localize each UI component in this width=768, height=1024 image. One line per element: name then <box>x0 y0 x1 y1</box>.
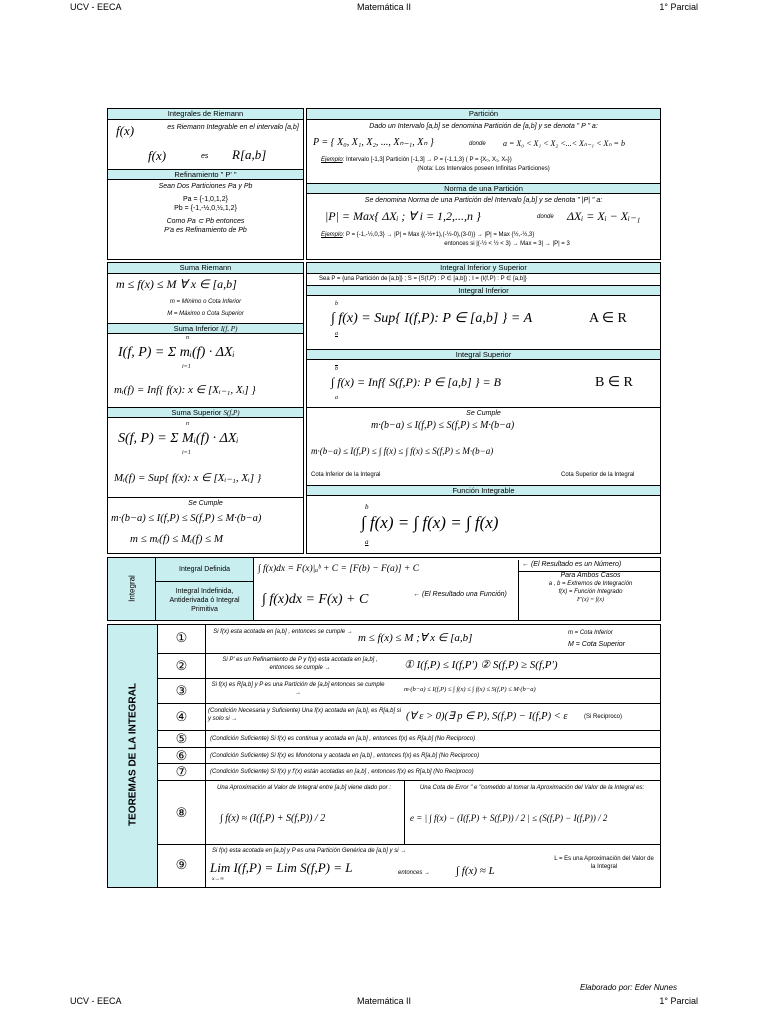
integral-inferior-cond: A ∈ R <box>589 311 627 326</box>
particion-formula: P = { X₀, X₁, X₂, ..., Xₙ₋₁, Xₙ } <box>313 137 434 148</box>
particion-title: Partición <box>307 109 660 120</box>
teorema-8-formula: ∫ f(x) ≈ (I(f,P) + S(f,P)) / 2 <box>220 813 326 824</box>
funcion-integrable-title: Función Integrable <box>307 485 660 496</box>
suma-superior-upper: n <box>186 421 189 427</box>
suma-riemann-l2: M = Máximo o Cota Superior <box>167 311 244 317</box>
teorema-1-note2: M = Cota Superior <box>568 641 625 648</box>
refinamiento-l2: Pa = {-1,0,1,2} <box>183 196 228 203</box>
teorema-1 <box>158 625 660 653</box>
integral-definida-formula: ∫ f(x)dx = F(x)|ₐᵇ + C = [F(b) − F(a)] + C <box>258 564 420 574</box>
riemann-title: Integrales de Riemann <box>108 109 303 120</box>
integral-superior-lb: a <box>335 395 338 401</box>
integral-definida-label: Integral Definida <box>156 558 254 582</box>
suma-inferior-title-bar <box>108 323 303 334</box>
integral-side <box>108 558 156 620</box>
footer-author: Elaborado por: Eder Nunes <box>580 983 677 992</box>
integral-superior-cond: B ∈ R <box>595 375 633 390</box>
teorema-8-num: ⑧ <box>158 781 206 844</box>
teorema-9-entonces: entonces → <box>398 870 431 876</box>
suma-riemann-formula: m ≤ f(x) ≤ M ∀ x ∈ [a,b] <box>116 277 237 291</box>
norma-delta: ΔXᵢ = Xᵢ − Xᵢ₋₁ <box>567 209 641 223</box>
teorema-5-text: (Condición Suficiente) Si f(x) es continua y acotada en [a,b] , entonces f(x) es R[a,b] (No Reciproco) <box>210 736 476 742</box>
teorema-4-formula: (∀ ε > 0)(∃ p ∈ P), S(f,P) − I(f,P) < ε <box>406 711 568 722</box>
funcion-integrable-formula: ∫ f(x) = ∫ f(x) = ∫ f(x) <box>361 513 499 532</box>
integral-ambos-l1: a , b = Extremos de Integración <box>548 581 633 587</box>
suma-inferior-title-m: I(f, P) <box>220 325 238 333</box>
teorema-9-formula2: ∫ f(x) ≈ L <box>456 865 495 877</box>
teorema-1-text: Si f(x) esta acotada en [a,b] , entonces se cumple → <box>213 629 353 635</box>
particion-ejemplo <box>321 156 661 164</box>
suma-inferior-upper: n <box>186 335 189 341</box>
suma-superior-title-bar <box>108 407 303 418</box>
teorema-2-text: Si P' es un Refinamiento de P y f(x) esta acotada en [a,b] , entonces se cumple → <box>222 657 378 671</box>
footer-center: Matemática II <box>356 996 412 1006</box>
riemann-desc: es Riemann Integrable en el intervalo [a,b] <box>167 124 299 131</box>
norma-ej2: entonces si |(-½ < ½ < 3) → Max = 3| → |P| = 3 <box>444 241 570 247</box>
particion-cond: a = X₀ < X₁ < X₂ <...< Xₙ₋₁ < Xₙ = b <box>503 139 625 148</box>
teorema-3-formula: m·(b−a) ≤ I(f,P) ≤ ∫ f(x) ≤ ∫ f(x) ≤ S(f,P) ≤ M·(b−a) <box>404 686 536 693</box>
teorema-8 <box>158 780 660 844</box>
teorema-4-note: (Si Reciproco) <box>584 714 623 720</box>
teorema-8-text2: Una Cota de Error " e "cometido al tomar la Aproximación del Valor de la Integral es: <box>419 785 645 791</box>
teorema-3 <box>158 678 660 703</box>
teorema-9-note: L = Es una Aproximación del Valor de la Integral <box>554 856 654 870</box>
integral-superior-formula: ∫ f(x) = Inf{ S(f,P): P ∈ [a,b] } = B <box>331 375 501 389</box>
integral-ambos-l3: F'(x) = f(x) <box>577 597 604 603</box>
teorema-6-num: ⑥ <box>158 748 206 763</box>
refinamiento-l3: Pb = {-1,-½,0,½,1,2} <box>174 205 237 212</box>
teorema-8-text: Una Aproximación al Valor de Integral entre [a,b] viene dado por : <box>217 785 391 791</box>
teorema-1-formula: m ≤ f(x) ≤ M ;∀ x ∈ [a,b] <box>358 632 473 644</box>
integral-indefinida-label: Integral Indefinida, Antiderivada ó Integral Primitiva <box>156 582 254 620</box>
teoremas-side <box>108 625 158 887</box>
funcion-integrable-ub: b <box>365 503 369 511</box>
header-center: Matemática II <box>356 2 412 12</box>
teorema-9-num: ⑨ <box>158 845 206 887</box>
se-cumple-left-l2: m ≤ mᵢ(f) ≤ Mᵢ(f) ≤ M <box>130 533 224 545</box>
teorema-3-num: ③ <box>158 679 206 703</box>
integral-ambos-title: Para Ambos Casos <box>560 572 621 579</box>
suma-inferior-title: Suma Inferior <box>173 324 219 333</box>
integral-superior-ub: $\overline{b}$ <box>335 366 338 372</box>
page-header <box>70 2 698 16</box>
riemann-box <box>107 108 304 260</box>
refinamiento-body <box>108 182 303 235</box>
teorema-8-formula2: e = | ∫ f(x) − (I(f,P) + S(f,P)) / 2 | ≤ (S(f,P) − I(f,P)) / 2 <box>410 813 608 823</box>
suma-inferior-mi: mᵢ(f) = Inf{ f(x): x ∈ [Xᵢ₋₁, Xᵢ] } <box>114 384 256 396</box>
header-right: 1° Parcial <box>659 2 698 12</box>
teorema-4-text: (Condición Necesaria y Suficiente) Una f(x) acotada en [a,b], es R[a,b] si y solo si → <box>208 708 402 722</box>
funcion-integrable-lb: a <box>365 538 369 546</box>
refinamiento-l1: Sean Dos Particiones Pa y Pb <box>158 183 253 190</box>
se-cumple-right-title: Se Cumple <box>307 407 660 418</box>
teorema-6-text: (Condición Suficiente) Si f(x) es Monótona y acotada en [a,b] , entonces f(x) es R[a,b] (No Reciproco) <box>210 753 480 759</box>
refinamiento-title: Refinamiento " P' " <box>108 169 303 180</box>
int-inf-sup-def: Sea P = {una Partición de [a,b]} ; S = {S(f,P) : P ∈ [a,b]} ; I = {I(f,P) : P ∈ [a,b]} <box>319 276 527 282</box>
teorema-9-formula: Lim I(f,P) = Lim S(f,P) = L <box>210 860 353 875</box>
riemann-f: f(x) <box>116 123 135 138</box>
se-cumple-right-cota-sup: Cota Superior de la Integral <box>561 472 635 478</box>
suma-inferior-lower: i=1 <box>182 364 191 370</box>
teorema-8-divider <box>404 781 405 845</box>
teorema-6 <box>158 747 660 763</box>
particion-nota: (Nota: Los Intervalos poseen Infinitas Particiones) <box>417 166 550 172</box>
teorema-9 <box>158 844 660 887</box>
teorema-9-lim-sub: x→∞ <box>212 876 224 882</box>
integral-inferior-title: Integral Inferior <box>307 285 660 296</box>
teorema-2 <box>158 653 660 678</box>
integral-side-label: Integral <box>127 575 137 602</box>
teorema-2-num: ② <box>158 654 206 678</box>
particion-def: Dado un Intervalo [a,b] se denomina Partición de [a,b] y se denota " P " a: <box>369 123 598 130</box>
suma-riemann-title: Suma Riemann <box>108 263 303 274</box>
integral-superior-title: Integral Superior <box>307 349 660 360</box>
suma-superior-Mi: Mᵢ(f) = Sup{ f(x): x ∈ [Xᵢ₋₁, Xᵢ] } <box>114 472 262 484</box>
teoremas-side-label: TEOREMAS DE LA INTEGRAL <box>127 683 139 826</box>
integral-inferior-lb: a <box>335 331 338 337</box>
integral-inferior-formula: ∫ f(x) = Sup{ I(f,P): P ∈ [a,b] } = A <box>331 311 533 326</box>
teoremas-rows <box>158 625 660 887</box>
suma-inferior-formula: I(f, P) = Σ mᵢ(f) · ΔXᵢ <box>118 345 235 360</box>
se-cumple-left-title: Se Cumple <box>108 497 303 508</box>
integral-indefinida-note: ← (El Resultado una Función) <box>413 591 507 598</box>
suma-superior-title: Suma Superior <box>171 408 222 417</box>
teorema-4-num: ④ <box>158 704 206 730</box>
refinamiento-l5: P'a es Refinamiento de Pb <box>164 227 247 234</box>
teorema-4 <box>158 703 660 730</box>
teorema-7-num: ⑦ <box>158 764 206 780</box>
particion-box <box>306 108 661 260</box>
suma-superior-title-m: S(f,P) <box>223 409 240 417</box>
page-footer <box>70 996 698 1010</box>
teorema-1-num: ① <box>158 625 206 653</box>
norma-formula: |P| = Max{ ΔXᵢ ; ∀ i = 1,2,...,n } <box>325 209 481 223</box>
int-inf-sup-title: Integral Inferior y Superior <box>307 263 660 274</box>
integral-ambos-l2: f(x) = Función Integrado <box>558 589 623 595</box>
footer-right: 1° Parcial <box>659 996 698 1006</box>
teorema-9-text: Si f(x) esta acotada en [a,b] y P es una Partición Genérica de [a,b] y si → <box>212 848 407 854</box>
suma-riemann-l1: m = Mínimo o Cota Inferior <box>169 299 242 305</box>
integral-inferior-ub: b <box>335 301 338 307</box>
integral-indefinida-formula: ∫ f(x)dx = F(x) + C <box>262 592 369 607</box>
se-cumple-right-l1: m·(b−a) ≤ I(f,P) ≤ S(f,P) ≤ M·(b−a) <box>371 420 515 431</box>
footer-left: UCV - EECA <box>70 996 122 1006</box>
teorema-5-num: ⑤ <box>158 731 206 747</box>
riemann-es: es <box>201 153 209 160</box>
norma-def: Se denomina Norma de una Partición del Intervalo [a,b] y se denota " |P| " a: <box>364 197 603 204</box>
teorema-3-text: Si f(x) es R[a,b] y P es una Partición de [a,b] entonces se cumple → <box>211 682 385 696</box>
norma-title: Norma de una Partición <box>307 183 660 194</box>
teoremas-box <box>107 624 661 888</box>
norma-ej: : P = {-1,-½,0,3} → |P| = Max {(-½+1),(-½-0),(3-0)} → |P| = Max {½,-½,3} <box>342 232 535 238</box>
se-cumple-left-l1: m·(b−a) ≤ I(f,P) ≤ S(f,P) ≤ M·(b−a) <box>111 513 262 524</box>
teorema-2-formula: ① I(f,P) ≤ I(f,P') ② S(f,P) ≥ S(f,P') <box>404 659 558 671</box>
integral-box <box>107 557 661 621</box>
integral-ambos <box>518 572 661 620</box>
integral-is-box <box>306 262 661 554</box>
riemann-f2: f(x) <box>148 148 167 163</box>
particion-ej-label: Ejemplo <box>321 157 343 163</box>
se-cumple-right-cota-inf: Cota Inferior de la Integral <box>311 472 381 478</box>
suma-superior-formula: S(f, P) = Σ Mᵢ(f) · ΔXᵢ <box>118 431 239 446</box>
suma-superior-lower: i=1 <box>182 450 191 456</box>
teorema-7-text: (Condición Suficiente) Si f(x) y f'(x) están acotadas en [a,b] , entonces f(x) es R[a,b] (No Reciproco) <box>210 769 474 775</box>
norma-ej-label: Ejemplo <box>321 232 343 238</box>
teorema-5 <box>158 730 660 747</box>
integral-definida-note: ← (El Resultado es un Número) <box>518 560 661 572</box>
particion-donde: donde <box>469 141 486 147</box>
refinamiento-l4: Como Pa ⊂ Pb entonces <box>166 218 245 225</box>
teorema-7 <box>158 763 660 780</box>
header-left: UCV - EECA <box>70 2 122 12</box>
teorema-1-note: m = Cota Inferior <box>568 630 613 636</box>
norma-donde: donde <box>537 214 554 220</box>
norma-ejemplo <box>321 231 661 239</box>
se-cumple-right-l2: m·(b−a) ≤ I(f,P) ≤ ∫ f(x) ≤ ∫ f(x) ≤ S(f,P) ≤ M·(b−a) <box>311 446 494 456</box>
riemann-R: R[a,b] <box>232 147 267 162</box>
particion-ej: : Intervalo [-1,3] Partición [-1,3] → P = {-1,1,3} ( P = {X₀, X₁, Xₙ}) <box>342 157 512 163</box>
suma-box <box>107 262 304 554</box>
